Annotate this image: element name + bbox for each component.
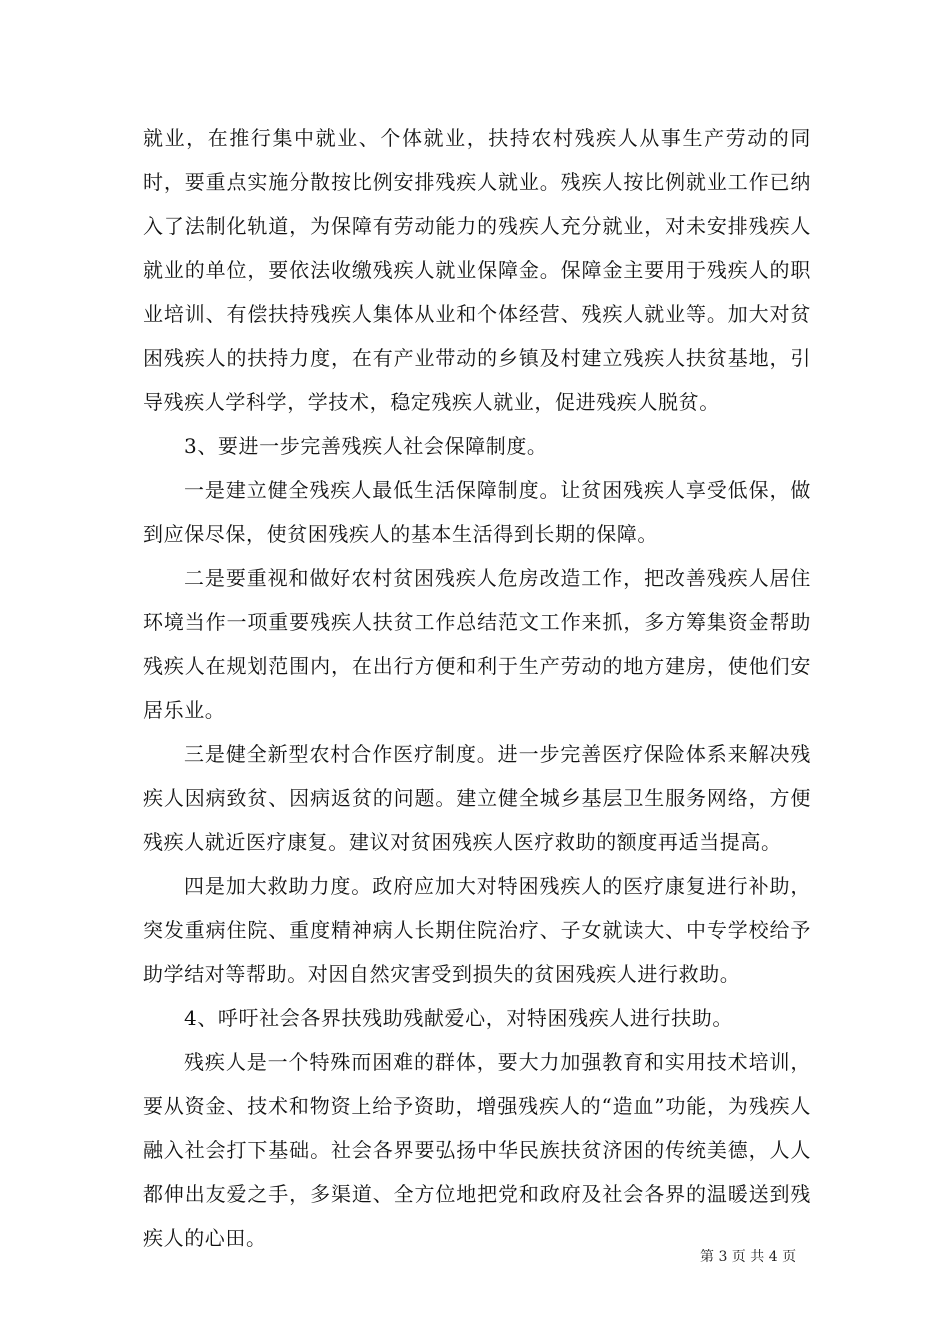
- paragraph-relief-efforts: 四是加大救助力度。政府应加大对特困残疾人的医疗康复进行补助，突发重病住院、重度精神病人长期住院治疗、子女就读大、中专学校给予助学结对等帮助。对因自然灾害受到损失的贫困残疾人进行救助。: [143, 874, 811, 986]
- heading-social-security: 3、要进一步完善残疾人社会保障制度。: [184, 434, 548, 458]
- paragraph-minimum-living-security: 一是建立健全残疾人最低生活保障制度。让贫困残疾人享受低保，做到应保尽保，使贫困残疾人的基本生活得到长期的保障。: [143, 478, 811, 546]
- heading-society-appeal: 4、呼吁社会各界扶残助残献爱心，对特困残疾人进行扶助。: [184, 1006, 733, 1030]
- paragraph-housing-renovation: 二是要重视和做好农村贫困残疾人危房改造工作，把改善残疾人居住环境当作一项重要残疾人扶贫工作总结范文工作来抓，多方筹集资金帮助残疾人在规划范围内，在出行方便和利于生产劳动的地方建房，使他们安居乐业。: [143, 566, 811, 722]
- page-number-footer: 第 3 页 共 4 页: [700, 1249, 797, 1265]
- body-text: [143, 116, 811, 1260]
- paragraph-special-group: 残疾人是一个特殊而困难的群体，要大力加强教育和实用技术培训，要从资金、技术和物资上给予资助，增强残疾人的“造血”功能，为残疾人融入社会打下基础。社会各界要弘扬中华民族扶贫济困的传统美德，人人都伸出友爱之手，多渠道、全方位地把党和政府及社会各界的温暖送到残疾人的心田。: [143, 1050, 811, 1250]
- paragraph-continuation-employment: 就业，在推行集中就业、个体就业，扶持农村残疾人从事生产劳动的同时，要重点实施分散按比例安排残疾人就业。残疾人按比例就业工作已纳入了法制化轨道，为保障有劳动能力的残疾人充分就业，对未安排残疾人就业的单位，要依法收缴残疾人就业保障金。保障金主要用于残疾人的职业培训、有偿扶持残疾人集体从业和个体经营、残疾人就业等。加大对贫困残疾人的扶持力度，在有产业带动的乡镇及村建立残疾人扶贫基地，引导残疾人学科学，学技术，稳定残疾人就业，促进残疾人脱贫。: [143, 126, 811, 414]
- paragraph-medical-cooperation: 三是健全新型农村合作医疗制度。进一步完善医疗保险体系来解决残疾人因病致贫、因病返贫的问题。建立健全城乡基层卫生服务网络，方便残疾人就近医疗康复。建议对贫困残疾人医疗救助的额度再适当提高。: [143, 742, 811, 854]
